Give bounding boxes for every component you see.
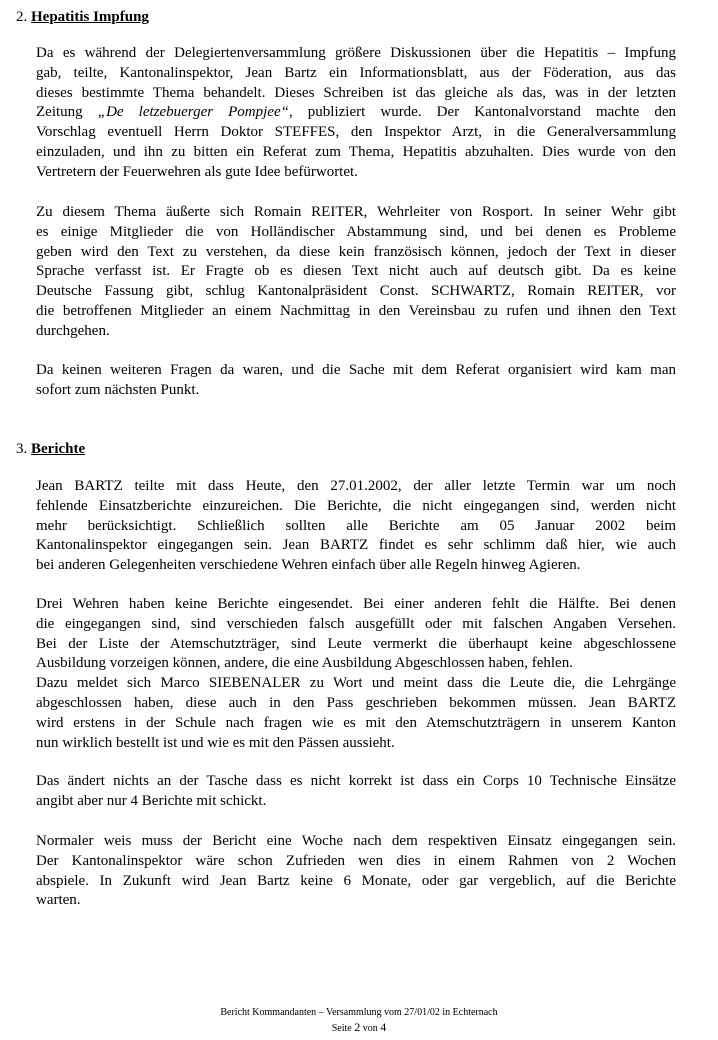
text-line: die betroffenen Mitglieder an einem Nachmittag in den Vereinsbau zu rufen und ihnen den Text — [36, 302, 676, 319]
text-line: nun wirklich bestellt ist und wie es mit den Pässen aussieht. — [36, 734, 395, 751]
text-line: abspiele. In Zukunft wird Jean Bartz keine 6 Monate, oder gar vergeblich, auf die Berichte — [36, 872, 676, 889]
text-line: bei anderen Gelegenheiten verschiedene Wehren einfach über alle Regeln hinweg Agieren. — [36, 557, 581, 574]
section-title: Hepatitis Impfung — [31, 9, 149, 25]
section-title: Berichte — [31, 441, 86, 457]
section-number: 2. — [16, 9, 28, 25]
page-separator: von — [360, 1023, 381, 1034]
text-line: Vorschlag eventuell Herrn Doktor STEFFES, den Inspektor Arzt, in die Generalversammlung — [36, 124, 676, 141]
paragraph — [36, 203, 676, 342]
text-line: einzuladen, und ihn zu bitten ein Referat zum Thema, Hepatitis abzuhalten. Dies wurde von den — [36, 143, 676, 160]
paragraph — [36, 832, 676, 911]
text-line: Da es während der Delegiertenversammlung größere Diskussionen über die Hepatitis – Impfung — [36, 45, 676, 61]
paragraph — [36, 477, 676, 576]
page-label: Seite — [331, 1023, 355, 1034]
text-line: fehlende Einsatzberichte einzureichen. Die Berichte, die nicht eingegangen sind, werden nicht — [36, 497, 676, 514]
text-line: Ausbildung vorzeigen können, andere, die eine Ausbildung Abgeschlossen haben, fehlen. — [36, 655, 573, 672]
text-line: geben wird den Text zu verstehen, da diese kein französisch können, jedoch der Text in dieser — [36, 243, 676, 260]
text-line: mehr berücksichtigt. Schließlich sollten alle Berichte am 05 Januar 2002 beim — [36, 517, 676, 534]
text-line: Normaler weis muss der Bericht eine Woche nach dem respektiven Einsatz eingegangen sein. — [36, 833, 676, 849]
text-line: Sprache verfasst ist. Er Fragte ob es diesen Text nicht auch auf deutsch gibt. Da es keine — [36, 263, 676, 280]
text-line: wird erstens in der Schule nach fragen wie es mit den Atemschutzträgern in unserem Kanton — [36, 714, 676, 731]
text-line: angibt aber nur 4 Berichte mit schickt. — [36, 792, 267, 809]
section-heading — [16, 7, 149, 27]
text-line: Zu diesem Thema äußerte sich Romain REITER, Wehrleiter von Rosport. In seiner Wehr gibt — [36, 204, 676, 220]
text-line: Das ändert nichts an der Tasche dass es nicht korrekt ist dass ein Corps 10 Technische Einsätze — [36, 773, 676, 789]
text-line: die eingegangen sind, sind verschieden falsch ausgefüllt oder mit falschen Angaben Versehen. — [36, 615, 676, 632]
text-line: Da keinen weiteren Fragen da waren, und die Sache mit dem Referat organisiert wird kam man — [36, 362, 676, 378]
text-line: abgeschlossen haben, diese auch in den Pass geschrieben bekommen müssen. Jean BARTZ — [36, 694, 676, 711]
footer-title: Bericht Kommandanten – Versammlung vom 27/01/02 in Echternach — [220, 1007, 498, 1018]
text-line: sofort zum nächsten Punkt. — [36, 381, 200, 398]
paragraph — [36, 44, 676, 183]
text-line: dieses bestimmte Thema behandelt. Dieses Schreiben ist das gleiche als das, was in der letzten — [36, 84, 676, 101]
text-line: Kantonalinspektor eingegangen sein. Jean BARTZ findet es sehr schlimm daß hier, wie auch — [36, 537, 676, 554]
paragraph — [36, 595, 676, 753]
text-line: Dazu meldet sich Marco SIEBENALER zu Wort und meint dass die Leute die, die Lehrgänge — [36, 675, 676, 692]
text-line: Drei Wehren haben keine Berichte eingesendet. Bei einer anderen fehlt die Hälfte. Bei denen — [36, 596, 676, 612]
text-line: Vertretern der Feuerwehren als gute Idee befürwortet. — [36, 163, 358, 180]
section-heading — [16, 439, 85, 459]
text-line: gab, teilte, Kantonalinspektor, Jean Bartz ein Informationsblatt, aus der Föderation, aus das — [36, 64, 676, 81]
page-current: 2 — [354, 1020, 361, 1034]
paragraph — [36, 361, 676, 401]
text-line: Der Kantonalinspektor wäre schon Zufrieden wen dies in einem Rahmen von 2 Wochen — [36, 852, 676, 869]
text-line: Deutsche Fassung gibt, schlug Kantonalpräsident Const. SCHWARTZ, Romain REITER, vor — [36, 283, 676, 300]
text-line: es einige Mitglieder die von Holländischer Abstammung sind, und bei denen es Probleme — [36, 223, 676, 240]
text-line: durchgehen. — [36, 322, 110, 339]
text-line: Jean BARTZ teilte mit dass Heute, den 27.01.2002, der aller letzte Termin war um noch — [36, 478, 676, 494]
page-footer — [0, 1005, 718, 1036]
page-total: 4 — [380, 1020, 387, 1034]
section-number: 3. — [16, 441, 28, 457]
newspaper-title: „De letzebuerger Pompjee“ — [97, 104, 289, 121]
page-number — [0, 1020, 718, 1036]
text-line: Bei der Liste der Atemschutzträger, sind Leute vermerkt die überhaupt keine abgeschlossene — [36, 635, 676, 652]
paragraph — [36, 772, 676, 812]
text-line: Zeitung „De letzebuerger Pompjee“, publiziert wurde. Der Kantonalvorstand machte den — [36, 104, 676, 121]
text-line: warten. — [36, 892, 81, 909]
